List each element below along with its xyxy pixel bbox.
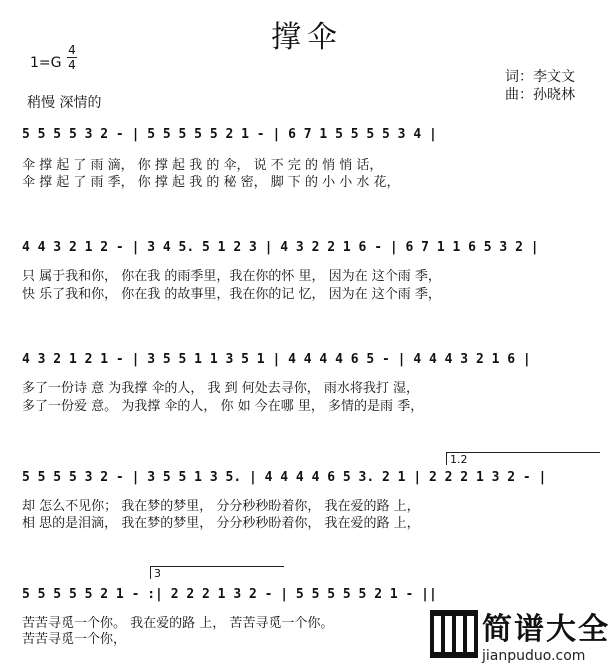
- lyric-row-2-verse-1: 只 属于我和你， 你在我 的雨季里，我在你的怀 里， 因为在 这个雨 季，: [22, 269, 441, 284]
- notation-row-3: 4 3 2 1 2 1 - | 3 5 5 1 1 3 5 1 | 4 4 4 4 6 5 - | 4 4 4 3 2 1 6 |: [22, 352, 531, 367]
- volta-bracket-third: [150, 566, 284, 579]
- site-watermark: [430, 604, 610, 664]
- lyric-row-3-verse-2: 多了一份爱 意。 为我撑 伞的人， 你 如 今在哪 里， 多情的是雨 季，: [22, 399, 424, 414]
- notation-row-4: 5 5 5 5 3 2 - | 3 5 5 1 3 5. | 4 4 4 4 6 5 3. 2 1 | 2 2 2 1 3 2 - |: [22, 470, 547, 485]
- lyric-row-1-verse-2: 伞 撑 起 了 雨 季， 你 撑 起 我 的 秘 密， 脚 下 的 小 小 水 花，: [22, 175, 400, 190]
- lyric-row-5-verse-1: 苦苦寻觅一个你。 我在爱的路 上， 苦苦寻觅一个你。: [22, 616, 334, 631]
- volta-bracket-second: [446, 452, 600, 465]
- key-signature: 1=G: [30, 55, 62, 71]
- time-signature: [67, 44, 77, 71]
- lyric-row-1-verse-1: 伞 撑 起 了 雨 滴， 你 撑 起 我 的 伞， 说 不 完 的 悄 悄 话，: [22, 158, 383, 173]
- lyricist-credit: 词：李文文: [505, 69, 575, 85]
- tempo-marking: 稍慢 深情的: [27, 95, 102, 111]
- watermark-title: 简谱大全: [482, 612, 610, 647]
- notation-row-5: 5 5 5 5 5 2 1 - :| 2 2 2 1 3 2 - | 5 5 5 5 5 2 1 - ||: [22, 587, 437, 602]
- lyric-row-4-verse-1: 却 怎么不见你； 我在梦的梦里， 分分秒秒盼着你， 我在爱的路 上，: [22, 499, 420, 514]
- time-signature-bottom: 4: [68, 58, 76, 72]
- lyric-row-4-verse-2: 相 思的是泪滴， 我在梦的梦里， 分分秒秒盼着你， 我在爱的路 上，: [22, 516, 420, 531]
- song-title: 撑伞: [271, 20, 343, 55]
- lyric-row-3-verse-1: 多了一份诗 意 为我撑 伞的人， 我 到 何处去寻你， 雨水将我打 湿，: [22, 381, 420, 396]
- lyric-row-5-verse-2: 苦苦寻觅一个你，: [22, 632, 127, 647]
- volta-label-second: 1.2: [450, 453, 468, 466]
- piano-logo-icon: [430, 610, 478, 658]
- lyric-row-2-verse-2: 快 乐了我和你， 你在我 的故事里，我在你的记 忆， 因为在 这个雨 季，: [22, 287, 441, 302]
- time-signature-top: 4: [68, 43, 76, 57]
- notation-row-1: 5 5 5 5 3 2 - | 5 5 5 5 5 2 1 - | 6 7 1 5 5 5 5 3 4 |: [22, 127, 437, 142]
- notation-row-2: 4 4 3 2 1 2 - | 3 4 5. 5 1 2 3 | 4 3 2 2 1 6 - | 6 7 1 1 6 5 3 2 |: [22, 240, 539, 255]
- watermark-url: jianpuduo.com: [482, 648, 586, 664]
- volta-label-third: 3: [154, 567, 161, 580]
- composer-credit: 曲：孙晓林: [505, 87, 575, 103]
